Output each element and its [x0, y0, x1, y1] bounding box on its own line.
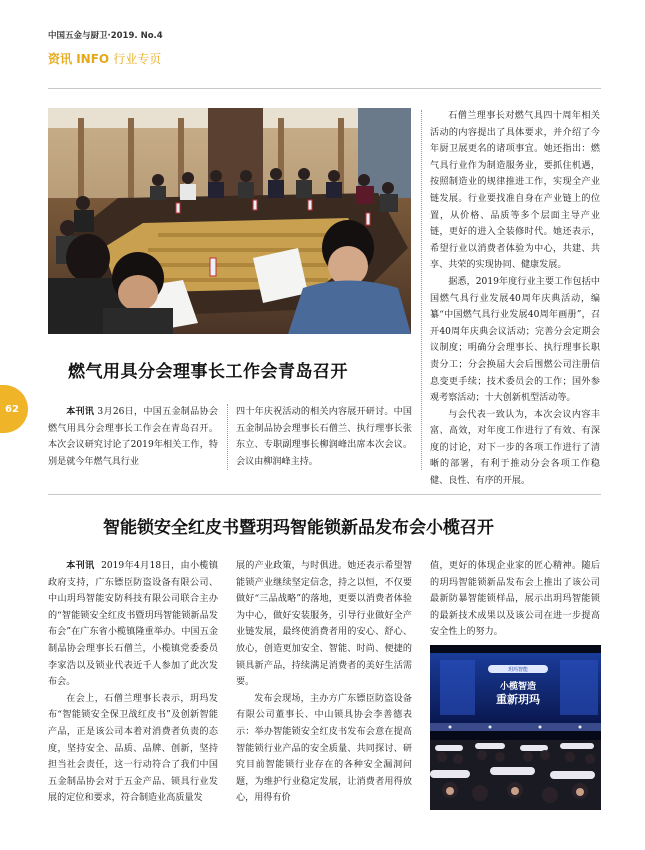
article2-col3-p1: 值，更好的体现企业家的匠心精神。随后的玥玛智能锁新品发布会上推出了该公司最新防暴智能锁样品，展示出玥玛智能锁的最新技术成果以及该公司在进一步提高安全性上的努力。 [430, 561, 600, 638]
article2-col1-p1: 2019年4月18日，由小榄镇政府支持，广东镖臣防盗设备有限公司、中山玥玛智能安防科技有限公司联合主办的“智能锁安全红皮书暨玥玛智能锁新品发布会”在广东省小榄镇隆重举办。中国五金制品协会理事长石僧兰，小榄镇党委委员李家浩以及锁业代表近千人参加了此次发布会。 [48, 561, 218, 688]
article1-right-p3: 与会代表一致认为，本次会议内容丰富、高效，对年度工作进行了有效、有深度的讨论，对下一步的各项工作进行了清晰的部署，有利于推动分会各项工作稳健、良性、有序的开展。 [430, 409, 600, 487]
page-number: 62 [5, 403, 19, 415]
article1-divider-1 [227, 404, 228, 470]
stage-line1-text: 小榄智造 [499, 682, 537, 692]
article2-title: 智能锁安全红皮书暨玥玛智能锁新品发布会小榄召开 [103, 518, 494, 538]
article1-right-p2: 据悉，2019年度行业主要工作包括中国燃气具行业发展40周年庆典活动，编纂“中国燃气具行业发展40周年画册”，召开40周年庆典会议活动；完善分会定期会议制度；明确分会理事长、执行理事长职责分工；分会换届大会后围燃公司注册信息变更手续；技术委员会的工作；国外参观考察活动；十大创新机型活动等。 [430, 276, 600, 404]
section-cn: 资讯 [48, 52, 73, 66]
article1-right-p1: 石僧兰理事长对燃气具四十周年相关活动的内容提出了具体要求，并介绍了今年厨卫展更名的诸项事宜。她还指出：燃气具行业作为制造服务业，要抓住机遇，按照制造业的规律推进工作，实现全产业链发展。行业要找准自身在产业链上的位置，从价格、品质等多个层面主导产业链，更好的进入全装修时代。她还表示，希望行业以消费者体验为中心，共建、共享、共荣的实现协同、健康发展。 [430, 111, 600, 271]
article1-divider-2 [421, 110, 422, 470]
article2-col1-p2: 在会上，石僧兰理事长表示，玥玛发布“智能锁安全保卫战红皮书”及创新智能产品，正是该公司本着对消费者负责的态度，坚持安全、品质、品牌、创新，坚持担当社会责任，这一行动符合了我们中国五金制品协会对于五金产品、锁具行业发展的定位和要求，符合制造业高质量发 [48, 693, 218, 804]
article1-col2 [236, 404, 412, 470]
stage-line2-text: 重新玥玛 [496, 693, 540, 706]
article1-col1 [48, 404, 218, 470]
section-sub: 行业专页 [113, 52, 162, 66]
launch-event-photo [430, 645, 601, 810]
article2-col1 [48, 558, 218, 807]
stage-brand-text: 玥玛智能 [507, 667, 529, 673]
meeting-photo [48, 108, 411, 334]
journal-header [48, 29, 163, 41]
journal-title: 中国五金与厨卫·2019. No.4 [48, 31, 163, 41]
launch-event-illustration [430, 645, 601, 810]
article2-col2-p2: 发布会现场，主办方广东镖臣防盗设备有限公司董事长、中山锁具协会李善德表示：举办智能锁安全红皮书发布会意在提高智能锁行业产品的安全质量、共同探讨、研究目前智能锁行业存在的各种安全漏洞问题，为维护行业稳定发展，让消费者用得放心，用得有价 [236, 693, 412, 804]
article1-lead-label: 本刊讯 [66, 407, 95, 417]
article1-title: 燃气用具分会理事长工作会青岛召开 [68, 362, 348, 382]
section-en: INFO [76, 52, 110, 66]
meeting-photo-illustration [48, 108, 411, 334]
article2-col2-p1: 展的产业政策，与时俱进。她还表示希望智能锁产业继续坚定信念，持之以恒，不仅要做好“三品战略”的落地，更要以消费者体验为中心，做好安装服务，引导行业做好全产业链发展，最终使消费者用的安心、舒心、放心，创造更加安全、智能、时尚、便捷的锁具新产品，持续满足消费者的美好生活需要。 [236, 561, 412, 688]
section-tag [48, 50, 161, 67]
article1-col2-text: 四十年庆祝活动的相关内容展开研讨。中国五金制品协会理事长石僧兰、执行理事长张东立、专职副理事长柳润峰出席本次会议。会议由柳润峰主持。 [236, 407, 412, 467]
article1-right-col [430, 108, 600, 490]
page-number-tab [0, 385, 28, 433]
article1-col1-text: 3月26日，中国五金制品协会燃气用具分会理事长工作会在青岛召开。本次会议研究讨论了2019年相关工作，特别是就今年燃气具行业 [48, 407, 218, 467]
header-rule [48, 88, 601, 89]
article2-col2 [236, 558, 412, 807]
article-separator [48, 494, 601, 495]
article2-col3 [430, 558, 600, 641]
article2-lead-label: 本刊讯 [66, 561, 95, 571]
